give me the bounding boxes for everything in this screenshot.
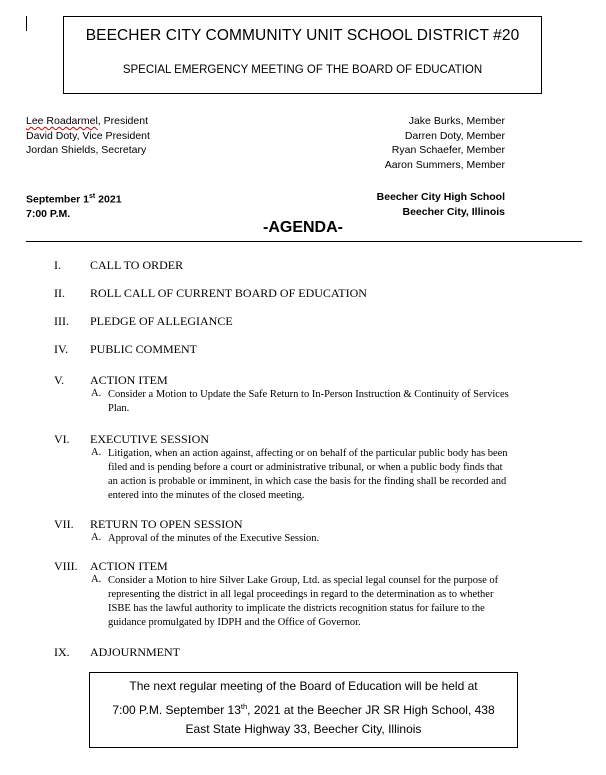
member: Darren Doty, Member — [404, 129, 505, 142]
officer-vice-president: David Doty, Vice President — [26, 129, 150, 142]
notice-line: East State Highway 33, Beecher City, Illinois — [185, 722, 422, 736]
sub-item-line: representing the district in all legal proceedings in regard to the determination as to whether — [108, 589, 494, 600]
sub-item-line: guidance promulgated by IDPH and the Office of Governor. — [108, 617, 361, 628]
agenda-number: I. — [54, 258, 61, 272]
officer-secretary: Jordan Shields, Secretary — [26, 144, 147, 156]
agenda-item-label: PUBLIC COMMENT — [90, 342, 198, 356]
agenda-number: VIII. — [54, 559, 78, 573]
sub-item-letter: A. — [91, 388, 102, 399]
member: Ryan Schaefer, Member — [391, 144, 505, 156]
president-role: , President — [97, 115, 148, 127]
sub-item-letter: A. — [91, 447, 102, 458]
agenda-number: IV. — [54, 342, 69, 356]
member: Jake Burks, Member — [408, 115, 505, 127]
sub-item-text — [108, 388, 583, 416]
sub-item-letter: A. — [91, 532, 102, 543]
members-list — [385, 114, 505, 172]
text-cursor — [26, 16, 27, 31]
meeting-date — [26, 190, 122, 207]
date-ordinal: st — [89, 193, 96, 200]
president-name: Lee Roadarmel — [26, 115, 98, 127]
agenda-number: VII. — [54, 517, 74, 531]
sub-item-text — [108, 447, 583, 503]
date-year: 2021 — [95, 193, 122, 206]
agenda-number: IX. — [54, 645, 70, 659]
sub-item-text — [108, 532, 583, 546]
meeting-time: 7:00 P.M. — [26, 208, 71, 220]
agenda-number: V. — [54, 373, 65, 387]
sub-item-line: ISBE has the lawful authority to implicate the districts recognition status for failure to the — [108, 603, 485, 614]
notice-line: The next regular meeting of the Board of Education will be held at — [129, 679, 478, 693]
notice-ordinal: th — [240, 701, 248, 711]
sub-item-letter: A. — [91, 574, 102, 585]
notice-line — [90, 697, 517, 721]
member: Aaron Summers, Member — [384, 158, 505, 171]
meeting-location — [377, 190, 505, 219]
agenda-item-label: ADJOURNMENT — [90, 645, 180, 659]
district-title: BEECHER CITY COMMUNITY UNIT SCHOOL DISTRICT #20 — [85, 27, 520, 44]
notice-text: , 2021 at the Beecher JR SR High School, 438 — [247, 702, 495, 717]
agenda-item-label: RETURN TO OPEN SESSION — [90, 517, 243, 531]
agenda-item-label: EXECUTIVE SESSION — [90, 432, 209, 446]
sub-item-line: Consider a Motion to Update the Safe Return to In-Person Instruction & Continuity of Services — [108, 389, 509, 400]
agenda-item-label: CALL TO ORDER — [90, 258, 184, 272]
sub-item-line: entered into the minutes of the closed meeting. — [108, 490, 305, 501]
location-city: Beecher City, Illinois — [402, 205, 505, 218]
agenda-item-label: PLEDGE OF ALLEGIANCE — [90, 314, 233, 328]
officer-president — [26, 114, 150, 129]
agenda-number: II. — [54, 286, 65, 300]
agenda-number: VI. — [54, 432, 70, 446]
agenda-item-label: ACTION ITEM — [90, 559, 168, 573]
agenda-number: III. — [54, 314, 69, 328]
location-name: Beecher City High School — [376, 191, 505, 203]
agenda-title: -AGENDA- — [263, 219, 343, 236]
sub-item-line: an action is probable or imminent, in which case the basis for the finding shall be recorded and — [108, 476, 507, 487]
sub-item-line: Approval of the minutes of the Executive Session. — [108, 533, 320, 544]
meeting-datetime — [26, 190, 122, 222]
sub-item-line: Consider a Motion to hire Silver Lake Group, Ltd. as special legal counsel for the purpose of — [108, 575, 499, 586]
date-text: September 1 — [26, 193, 90, 206]
sub-item-text — [108, 574, 583, 630]
officers-list — [26, 114, 150, 158]
agenda-item-label: ACTION ITEM — [90, 373, 168, 387]
sub-item-line: Plan. — [108, 403, 130, 414]
meeting-subtitle: SPECIAL EMERGENCY MEETING OF THE BOARD OF EDUCATION — [122, 64, 483, 76]
notice-text: 7:00 P.M. September 13 — [112, 702, 241, 717]
sub-item-line: Litigation, when an action against, affecting or on behalf of the particular public body has been — [108, 448, 508, 459]
divider — [26, 241, 582, 242]
header-box — [63, 16, 542, 94]
sub-item-line: filed and is pending before a court or administrative tribunal, or when a public body finds that — [108, 462, 503, 473]
next-meeting-notice — [89, 672, 518, 748]
agenda-item-label: ROLL CALL OF CURRENT BOARD OF EDUCATION — [90, 286, 367, 300]
